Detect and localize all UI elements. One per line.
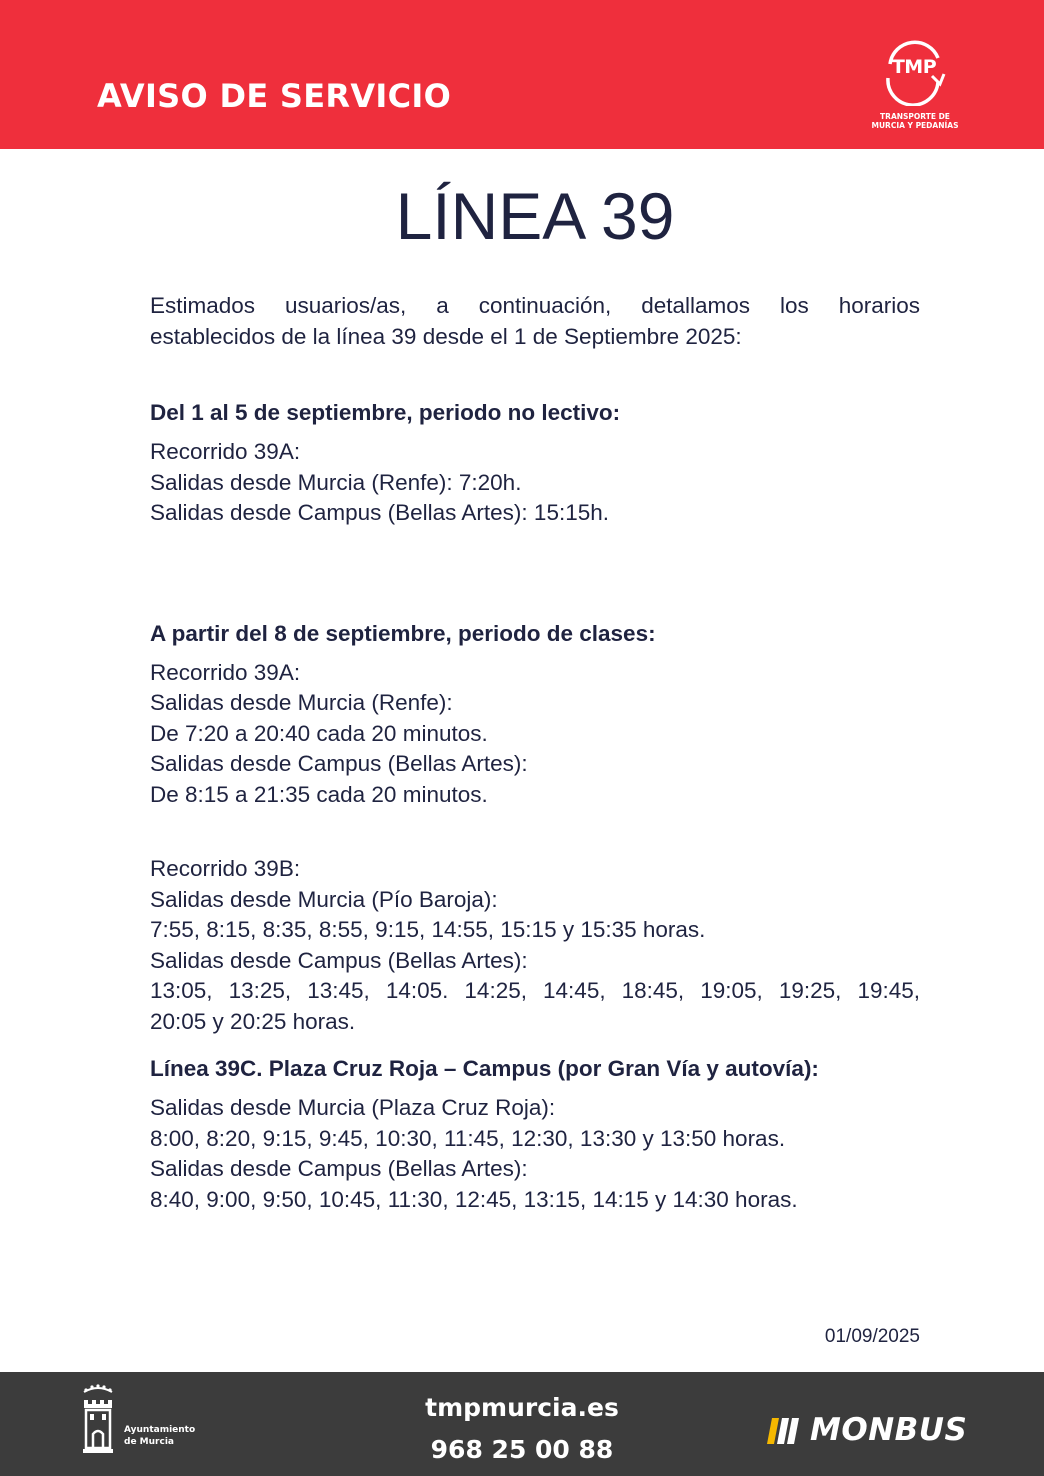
route-39c-line: Salidas desde Murcia (Plaza Cruz Roja): (150, 1095, 556, 1120)
intro-line-1: Estimados usuarios/as, a continuación, detallamos los horarios (150, 293, 920, 318)
section-1-line: Recorrido 39A: (150, 439, 301, 464)
tmp-logo-text: TMP (891, 56, 937, 78)
notice-date: 01/09/2025 (824, 1326, 920, 1347)
notice-body (150, 291, 920, 1215)
ayuntamiento-line1: Ayuntamiento (124, 1425, 196, 1435)
monbus-logo (766, 1412, 966, 1452)
route-39c-line: 8:00, 8:20, 9:15, 9:45, 10:30, 11:45, 12:30, 13:30 y 13:50 horas. (150, 1125, 786, 1151)
route-39b-campus-times: 13:05, 13:25, 13:45, 14:05. 14:25, 14:45, 18:45, 19:05, 19:25, 19:45, (150, 978, 920, 1003)
website-link[interactable]: tmpmurcia.es (425, 1393, 619, 1422)
section-3-heading: Línea 39C. Plaza Cruz Roja – Campus (por Gran Vía y autovía): (150, 1056, 819, 1081)
section-1-line: Salidas desde Campus (Bellas Artes): 15:15h. (150, 500, 609, 525)
castle-crest-icon (78, 1382, 118, 1462)
page-title: LÍNEA 39 (395, 179, 675, 253)
tmp-logo-subtitle (860, 112, 970, 130)
route-39a-line: Salidas desde Campus (Bellas Artes): (150, 751, 528, 776)
route-39c-line: 8:40, 9:00, 9:50, 10:45, 11:30, 12:45, 13:15, 14:15 y 14:30 horas. (150, 1186, 798, 1212)
route-39a-line: De 8:15 a 21:35 cada 20 minutos. (150, 781, 488, 807)
monbus-stripes-icon (766, 1418, 806, 1444)
tmp-logo (860, 36, 980, 136)
tmp-logo-subtitle-line2: MURCIA Y PEDANÍAS (871, 121, 959, 130)
route-39a-line: Salidas desde Murcia (Renfe): (150, 690, 453, 715)
route-39b-line: Salidas desde Campus (Bellas Artes): (150, 947, 528, 973)
route-39b-line: Recorrido 39B: (150, 856, 301, 881)
ayuntamiento-line2: de Murcia (124, 1437, 174, 1447)
tmp-logo-subtitle-line1: TRANSPORTE DE (880, 112, 950, 121)
route-39c-line: Salidas desde Campus (Bellas Artes): (150, 1156, 528, 1181)
route-39b-line: 7:55, 8:15, 8:35, 8:55, 9:15, 14:55, 15:15 y 15:35 horas. (150, 917, 706, 942)
route-39b-line: Salidas desde Murcia (Pío Baroja): (150, 886, 498, 912)
section-1-line: Salidas desde Murcia (Renfe): 7:20h. (150, 469, 522, 495)
phone-number[interactable]: 968 25 00 88 (430, 1435, 614, 1464)
service-notice-header (0, 0, 1044, 149)
ayuntamiento-logo (78, 1382, 228, 1462)
ayuntamiento-text (124, 1424, 195, 1448)
section-1-heading: Del 1 al 5 de septiembre, periodo no lectivo: (150, 400, 621, 425)
section-2-heading: A partir del 8 de septiembre, periodo de clases: (150, 620, 656, 646)
route-39b-campus-times-end: 20:05 y 20:25 horas. (150, 1008, 356, 1034)
intro-line-2: establecidos de la línea 39 desde el 1 de Septiembre 2025: (150, 323, 742, 349)
route-39a-line: Recorrido 39A: (150, 659, 301, 685)
route-39a-line: De 7:20 a 20:40 cada 20 minutos. (150, 720, 488, 746)
monbus-wordmark: MONBUS (810, 1412, 968, 1448)
header-title: AVISO DE SERVICIO (97, 77, 452, 115)
